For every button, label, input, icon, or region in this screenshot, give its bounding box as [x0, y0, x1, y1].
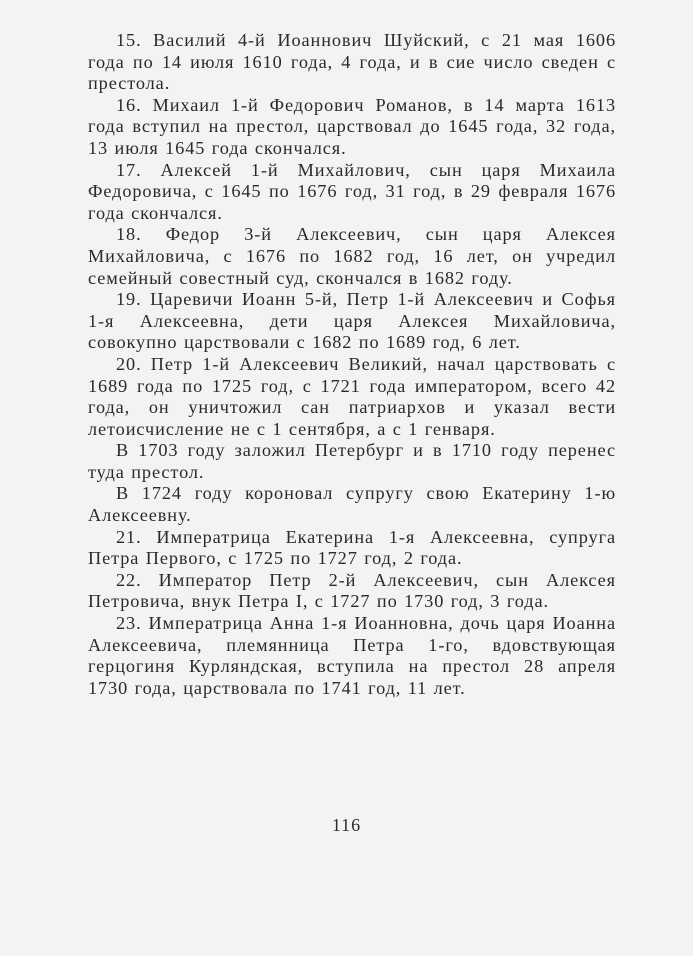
paragraph-petersburg-founding: В 1703 году заложил Петербург и в 1710 году перенес туда престол. [88, 440, 616, 482]
page-number: 116 [331, 815, 362, 835]
paragraph-23-anna-ioannovna: 23. Императрица Анна 1-я Иоанновна, дочь царя Иоанна Алексеевича, племянница Петра 1-го, вдовствующая герцогиня Курляндская, вступила на престол 28 апреля 1730 года, царствовала по 1741 год, 11 лет. [88, 613, 616, 698]
paragraph-17-alexei-mikhailovich: 17. Алексей 1-й Михайлович, сын царя Михаила Федоровича, с 1645 по 1676 год, 31 год, в 29 февраля 1676 года скончался. [88, 159, 616, 223]
paragraph-19-co-rulers: 19. Царевичи Иоанн 5-й, Петр 1-й Алексеевич и Софья 1-я Алексеевна, дети царя Алексея Михайловича, совокупно царствовали с 1682 по 1689 год, 6 лет. [88, 289, 616, 353]
body-text [88, 30, 616, 699]
paragraph-coronation-catherine: В 1724 году короновал супругу свою Екатерину 1-ю Алексеевну. [88, 483, 616, 526]
paragraph-20-peter-the-great: 20. Петр 1-й Алексеевич Великий, начал царствовать с 1689 года по 1725 год, с 1721 года императором, всего 42 года, он уничтожил сан патриархов и указал вести летоисчисление не с 1 сентября, а с 1 генваря. [88, 353, 616, 439]
paragraph-16-mikhail-romanov: 16. Михаил 1-й Федорович Романов, в 14 марта 1613 года вступил на престол, царствовал до 1645 года, 32 года, 13 июля 1645 года скончался. [88, 94, 616, 158]
paragraph-21-catherine-i: 21. Императрица Екатерина 1-я Алексеевна, супруга Петра Первого, с 1725 по 1727 год, 2 года. [88, 526, 616, 569]
paragraph-15-vasily-shuisky: 15. Василий 4-й Иоаннович Шуйский, с 21 мая 1606 года по 14 июля 1610 года, 4 года, и в сие число сведен с престола. [88, 30, 616, 94]
paragraph-22-peter-ii: 22. Император Петр 2-й Алексеевич, сын Алексея Петровича, внук Петра I, с 1727 по 1730 год, 3 года. [88, 569, 616, 612]
paragraph-18-fedor-alexeevich: 18. Федор 3-й Алексеевич, сын царя Алексея Михайловича, с 1676 по 1682 год, 16 лет, он учредил семейный совестный суд, скончался в 1682 году. [88, 224, 616, 288]
